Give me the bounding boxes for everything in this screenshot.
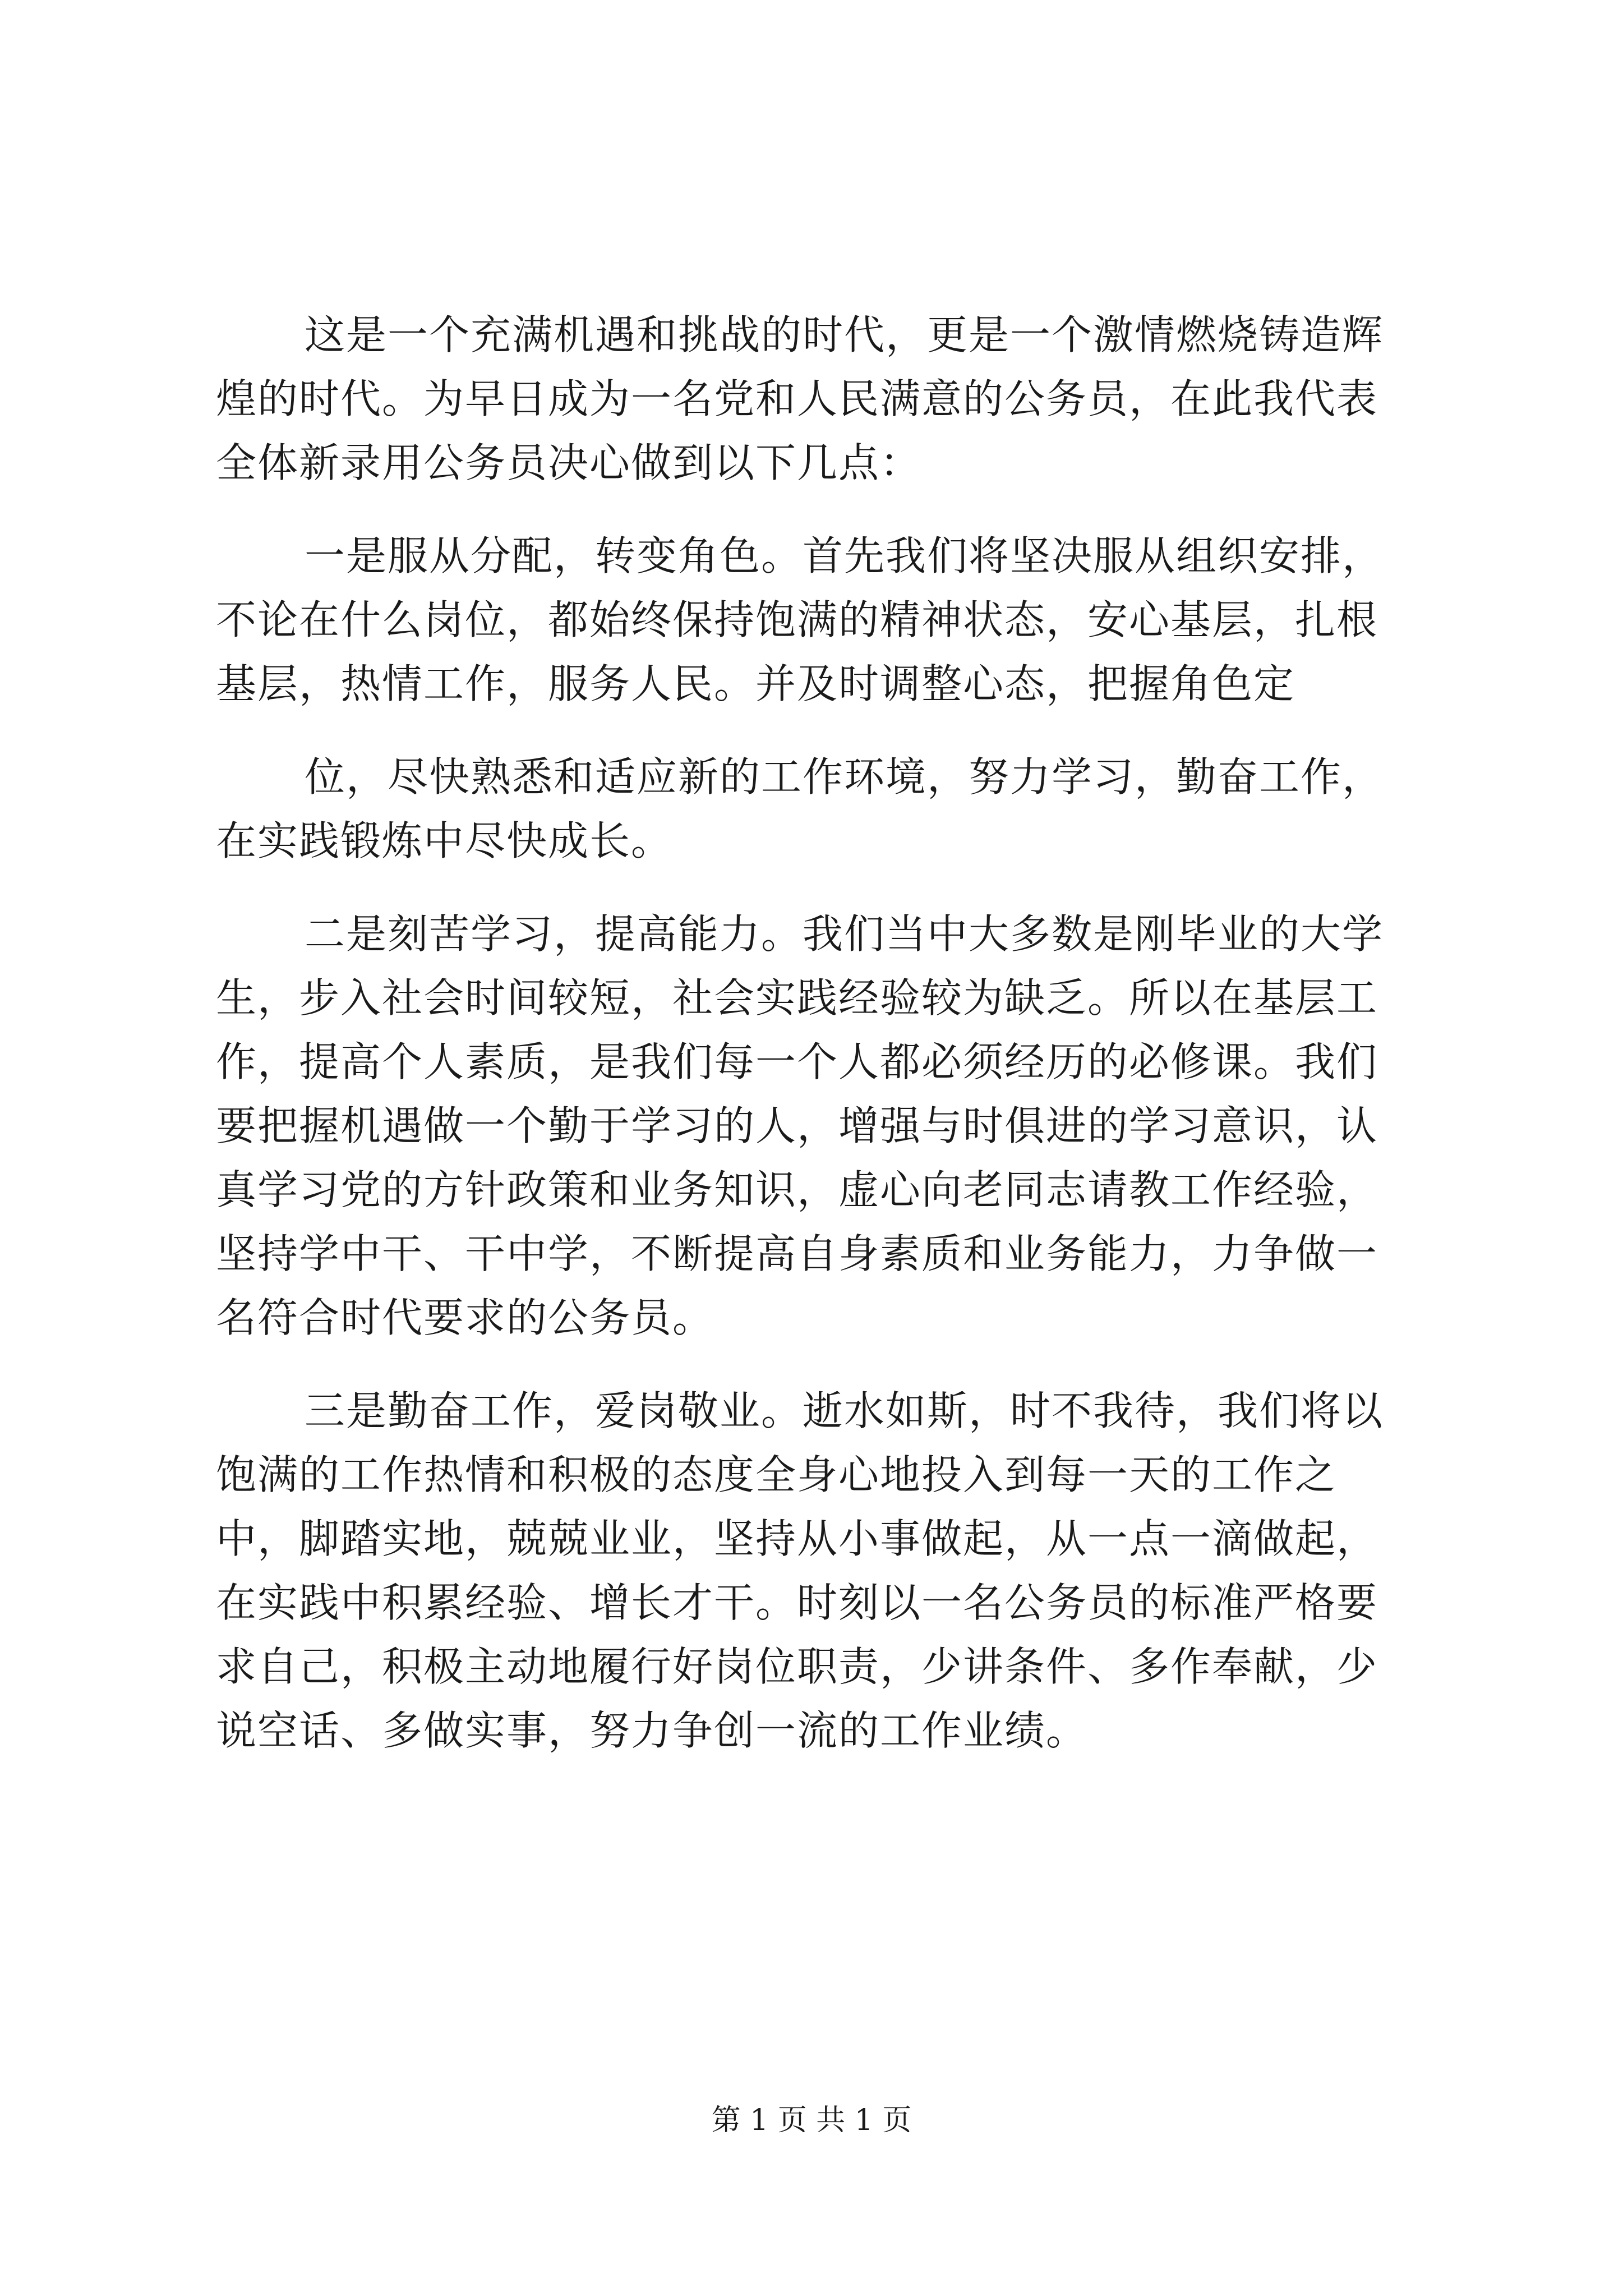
paragraph-gap xyxy=(216,873,1410,902)
page-footer xyxy=(0,2098,1623,2143)
paragraph-line: 中，脚踏实地，兢兢业业，坚持从小事做起，从一点一滴做起， xyxy=(216,1515,1378,1562)
paragraph-gap xyxy=(216,1350,1410,1379)
paragraph-line: 饱满的工作热情和积极的态度全身心地投入到每一天的工作之 xyxy=(216,1451,1337,1498)
paragraph-line: 说空话、多做实事，努力争创一流的工作业绩。 xyxy=(216,1707,1088,1754)
paragraph-line: 名符合时代要求的公务员。 xyxy=(216,1294,714,1341)
paragraph-line: 全体新录用公务员决心做到以下几点： xyxy=(216,439,922,486)
paragraph-line: 位，尽快熟悉和适应新的工作环境，努力学习，勤奋工作， xyxy=(305,753,1384,800)
paragraph-line: 不论在什么岗位，都始终保持饱满的精神状态，安心基层，扎根 xyxy=(216,596,1378,643)
document-body xyxy=(216,303,1410,1763)
paragraph-line: 二是刻苦学习，提高能力。我们当中大多数是刚毕业的大学 xyxy=(305,910,1384,958)
paragraph-gap xyxy=(216,716,1410,745)
paragraph-line: 三是勤奋工作，爱岗敬业。逝水如斯，时不我待，我们将以 xyxy=(305,1387,1384,1434)
paragraph-line: 作，提高个人素质，是我们每一个人都必须经历的必修课。我们 xyxy=(216,1038,1378,1085)
paragraph-line: 坚持学中干、干中学，不断提高自身素质和业务能力，力争做一 xyxy=(216,1230,1378,1277)
paragraph-line: 要把握机遇做一个勤于学习的人，增强与时俱进的学习意识，认 xyxy=(216,1102,1378,1149)
paragraph-line: 真学习党的方针政策和业务知识，虚心向老同志请教工作经验， xyxy=(216,1166,1378,1213)
paragraph-line: 在实践中积累经验、增长才干。时刻以一名公务员的标准严格要 xyxy=(216,1579,1378,1626)
paragraph-line: 煌的时代。为早日成为一名党和人民满意的公务员，在此我代表 xyxy=(216,375,1378,422)
paragraph-line: 在实践锻炼中尽快成长。 xyxy=(216,817,673,864)
paragraph-line: 一是服从分配，转变角色。首先我们将坚决服从组织安排， xyxy=(305,532,1384,579)
paragraph-line: 生，步入社会时间较短，社会实践经验较为缺乏。所以在基层工 xyxy=(216,974,1378,1022)
paragraph-line: 求自己，积极主动地履行好岗位职责，少讲条件、多作奉献，少 xyxy=(216,1643,1378,1690)
paragraph-line: 这是一个充满机遇和挑战的时代，更是一个激情燃烧铸造辉 xyxy=(305,311,1384,358)
page-number-label: 第 1 页 共 1 页 xyxy=(711,2104,912,2137)
paragraph-line: 基层，热情工作，服务人民。并及时调整心态，把握角色定 xyxy=(216,660,1295,707)
paragraph-gap xyxy=(216,495,1410,524)
